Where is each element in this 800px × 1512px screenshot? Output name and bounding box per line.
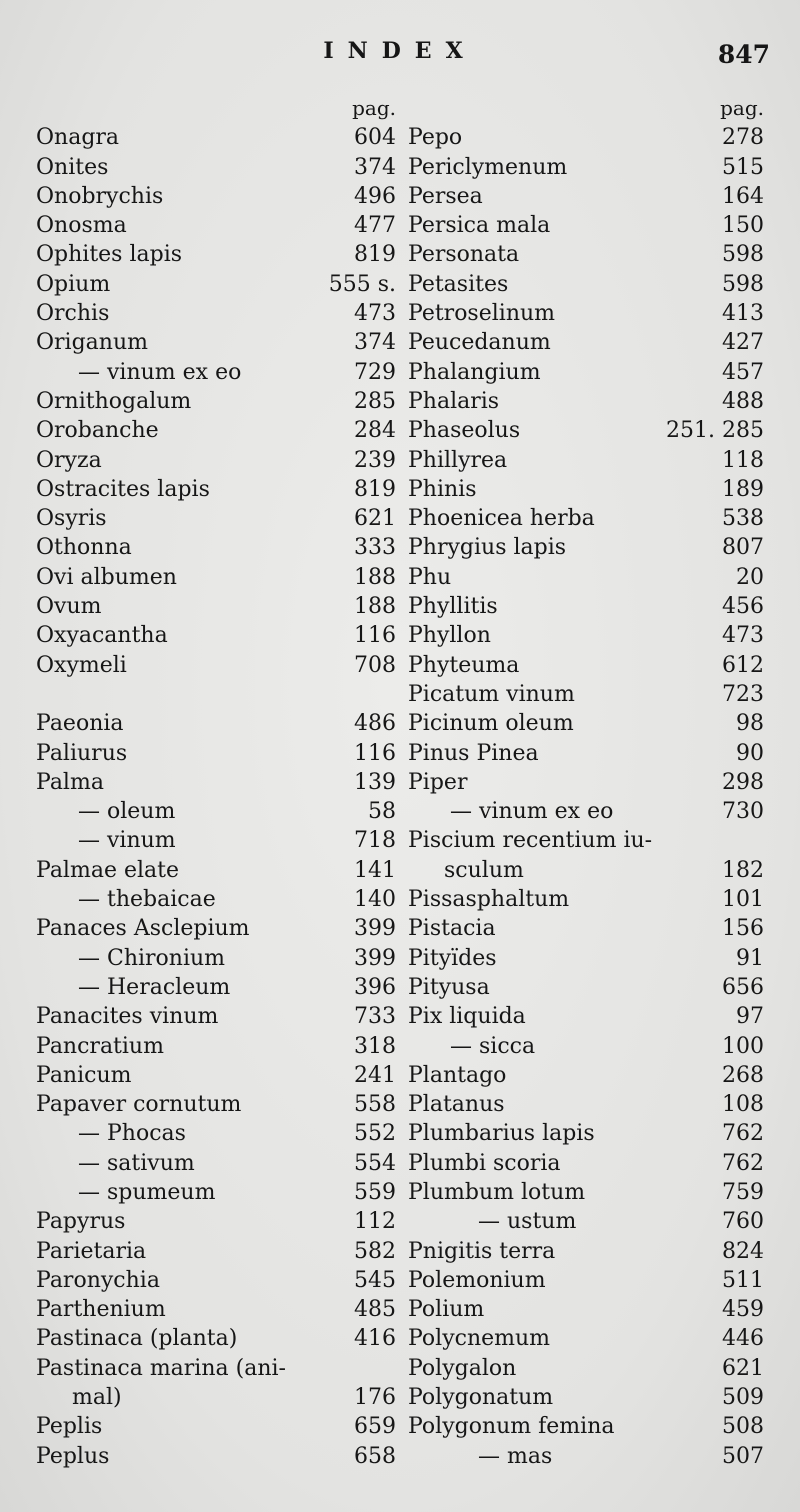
entry-page: 156 (722, 916, 764, 942)
entry-page: 285 (354, 388, 396, 414)
entry-page: 723 (722, 681, 764, 707)
entry-page: 97 (736, 1004, 764, 1030)
entry-page: 188 (354, 564, 396, 590)
entry-page: 496 (354, 183, 396, 209)
index-entry (36, 387, 396, 416)
index-entry (408, 709, 764, 738)
index-entry (36, 1354, 396, 1383)
entry-term: Personata (408, 242, 520, 268)
entry-term: Onites (36, 154, 109, 180)
index-entry (408, 446, 764, 475)
entry-page: 824 (722, 1238, 764, 1264)
entry-term: Pnigitis terra (408, 1238, 556, 1264)
index-entry (408, 533, 764, 562)
entry-term: — oleum (78, 799, 176, 825)
entry-page: 604 (354, 125, 396, 151)
entry-term: — ustum (478, 1209, 577, 1235)
entry-page: 459 (722, 1297, 764, 1323)
entry-page: 374 (354, 154, 396, 180)
entry-page: 268 (722, 1062, 764, 1088)
entry-page: 176 (354, 1385, 396, 1411)
entry-term: Pistacia (408, 916, 496, 942)
entry-term: Phinis (408, 476, 477, 502)
entry-term: Plumbum lotum (408, 1179, 586, 1205)
entry-term: Onagra (36, 125, 120, 151)
index-entry (36, 182, 396, 211)
entry-term: Phalaris (408, 388, 500, 414)
index-entry (36, 1295, 396, 1324)
index-entry (36, 153, 396, 182)
index-entry (408, 358, 764, 387)
entry-page: 140 (354, 887, 396, 913)
entry-page: 164 (722, 183, 764, 209)
entry-term: Pastinaca marina (ani- (36, 1355, 286, 1381)
index-entry (408, 563, 764, 592)
index-entry (36, 739, 396, 768)
entry-page: 538 (722, 506, 764, 532)
entry-term: — spumeum (78, 1179, 216, 1205)
index-entry (36, 504, 396, 533)
entry-term: Oxyacantha (36, 623, 168, 649)
entry-term: mal) (72, 1385, 122, 1411)
entry-page: 762 (722, 1121, 764, 1147)
entry-term: — vinum ex eo (450, 799, 614, 825)
entry-term: Ornithogalum (36, 388, 192, 414)
entry-term: Phu (408, 564, 452, 590)
index-entry (408, 768, 764, 797)
index-entry (408, 739, 764, 768)
index-entry (36, 768, 396, 797)
entry-term: Polium (408, 1297, 485, 1323)
entry-page: 558 (354, 1092, 396, 1118)
index-entry (408, 211, 764, 240)
index-entry (408, 1295, 764, 1324)
index-entry (36, 621, 396, 650)
entry-page: pag. (352, 96, 396, 120)
index-entry (408, 1090, 764, 1119)
entry-term: Onosma (36, 213, 127, 239)
entry-term: Phalangium (408, 359, 541, 385)
index-entry (36, 1237, 396, 1266)
entry-page: 658 (354, 1443, 396, 1469)
entry-term: Pix liquida (408, 1004, 526, 1030)
entry-term: Paliurus (36, 740, 128, 766)
entry-page: 515 (722, 154, 764, 180)
entry-page: 416 (354, 1326, 396, 1352)
entry-term: Phyteuma (408, 652, 520, 678)
entry-page: 189 (722, 476, 764, 502)
entry-term: Polygonum femina (408, 1414, 615, 1440)
entry-page: 760 (722, 1209, 764, 1235)
index-entry (408, 826, 764, 855)
entry-page: 819 (354, 242, 396, 268)
index-entry (408, 680, 764, 709)
entry-page: 241 (354, 1062, 396, 1088)
index-entry (36, 563, 396, 592)
entry-term: Orobanche (36, 418, 159, 444)
entry-page: 612 (722, 652, 764, 678)
index-entry (36, 358, 396, 387)
entry-page: 807 (722, 535, 764, 561)
entry-page: 762 (722, 1150, 764, 1176)
entry-page: 511 (722, 1267, 764, 1293)
entry-term: Papyrus (36, 1209, 126, 1235)
index-entry (36, 1442, 396, 1471)
entry-page: 819 (354, 476, 396, 502)
index-entry (36, 123, 396, 152)
entry-term: Panicum (36, 1062, 132, 1088)
entry-term: Periclymenum (408, 154, 568, 180)
entry-term: Onobrychis (36, 183, 164, 209)
entry-term: — vinum (78, 828, 176, 854)
entry-page: 318 (354, 1033, 396, 1059)
index-entry (408, 1266, 764, 1295)
entry-term: Pepo (408, 125, 463, 151)
entry-term: Polygalon (408, 1355, 517, 1381)
index-entry (408, 973, 764, 1002)
index-entry (408, 914, 764, 943)
entry-page: 116 (354, 740, 396, 766)
entry-term: Parietaria (36, 1238, 147, 1264)
index-entry (408, 1442, 764, 1471)
index-entry (36, 533, 396, 562)
index-entry (36, 914, 396, 943)
entry-term: Piper (408, 769, 468, 795)
index-entry (36, 475, 396, 504)
entry-term: Plumbi scoria (408, 1150, 561, 1176)
entry-page: 582 (354, 1238, 396, 1264)
entry-page: 278 (722, 125, 764, 151)
entry-term: Opium (36, 271, 111, 297)
index-entry (36, 328, 396, 357)
entry-page: 399 (354, 916, 396, 942)
index-entry (36, 1266, 396, 1295)
entry-term: Polycnemum (408, 1326, 551, 1352)
entry-page: 545 (354, 1267, 396, 1293)
index-entry (36, 1207, 396, 1236)
index-entry (36, 1090, 396, 1119)
index-entry (408, 299, 764, 328)
index-entry (36, 416, 396, 445)
entry-term: Pinus Pinea (408, 740, 539, 766)
entry-term: Pastinaca (planta) (36, 1326, 238, 1352)
entry-term: Paronychia (36, 1267, 160, 1293)
entry-term: Picatum vinum (408, 681, 575, 707)
index-entry (36, 592, 396, 621)
entry-term: Pancratium (36, 1033, 164, 1059)
entry-page: 621 (354, 506, 396, 532)
index-entry (36, 1383, 396, 1412)
entry-term: Oryza (36, 447, 102, 473)
entry-page: 485 (354, 1297, 396, 1323)
entry-page: 598 (722, 242, 764, 268)
entry-term: Pityïdes (408, 945, 497, 971)
entry-page: 182 (722, 857, 764, 883)
index-entry (408, 1207, 764, 1236)
index-entry (36, 651, 396, 680)
entry-term: Panacites vinum (36, 1004, 219, 1030)
entry-page: 554 (354, 1150, 396, 1176)
index-entry (36, 1324, 396, 1353)
entry-term: Osyris (36, 506, 107, 532)
entry-term: Ovum (36, 594, 102, 620)
entry-term: Papaver cornutum (36, 1092, 242, 1118)
entry-term: — Phocas (78, 1121, 186, 1147)
entry-page: 101 (722, 887, 764, 913)
entry-page: 298 (722, 769, 764, 795)
index-entry (408, 651, 764, 680)
index-entry (36, 270, 396, 299)
entry-term: Palma (36, 769, 104, 795)
index-entry (36, 1002, 396, 1031)
index-entry (408, 1061, 764, 1090)
entry-page: 118 (722, 447, 764, 473)
index-entry (408, 885, 764, 914)
index-entry (408, 1237, 764, 1266)
index-entry (408, 182, 764, 211)
entry-page: 58 (368, 799, 396, 825)
entry-term: Plantago (408, 1062, 507, 1088)
index-entry (408, 1119, 764, 1148)
index-entry (408, 592, 764, 621)
entry-term: Origanum (36, 330, 148, 356)
entry-page: 759 (722, 1179, 764, 1205)
entry-term: Othonna (36, 535, 132, 561)
entry-page: 598 (722, 271, 764, 297)
entry-page: 473 (354, 301, 396, 327)
entry-page: 473 (722, 623, 764, 649)
entry-term: — Chironium (78, 945, 226, 971)
entry-page: 486 (354, 711, 396, 737)
entry-term: Persica mala (408, 213, 551, 239)
entry-page: 733 (354, 1004, 396, 1030)
entry-term: Ovi albumen (36, 564, 177, 590)
entry-page: 621 (722, 1355, 764, 1381)
entry-term: Platanus (408, 1092, 505, 1118)
index-entry (408, 123, 764, 152)
entry-term: Phillyrea (408, 447, 508, 473)
entry-term: Panaces Asclepium (36, 916, 250, 942)
entry-term: Phrygius lapis (408, 535, 567, 561)
index-entry (408, 1178, 764, 1207)
entry-page: 427 (722, 330, 764, 356)
entry-page: 98 (736, 711, 764, 737)
index-entry (408, 240, 764, 269)
entry-page: 139 (354, 769, 396, 795)
entry-page: 559 (354, 1179, 396, 1205)
index-entry (36, 211, 396, 240)
index-entry (408, 856, 764, 885)
entry-page: 239 (354, 447, 396, 473)
index-entry (36, 240, 396, 269)
entry-term: Persea (408, 183, 483, 209)
index-entry (36, 856, 396, 885)
entry-page: 20 (736, 564, 764, 590)
entry-term: Orchis (36, 301, 110, 327)
entry-page: 333 (354, 535, 396, 561)
entry-page: 399 (354, 945, 396, 971)
entry-page: 718 (354, 828, 396, 854)
entry-term: Peucedanum (408, 330, 551, 356)
index-entry (408, 1149, 764, 1178)
entry-page: 457 (722, 359, 764, 385)
entry-page: 413 (722, 301, 764, 327)
entry-page: 555 s. (328, 271, 396, 297)
index-entry (408, 94, 764, 123)
index-entry (408, 416, 764, 445)
index-entry (408, 153, 764, 182)
entry-term: Petasites (408, 271, 509, 297)
entry-page: 90 (736, 740, 764, 766)
entry-page: 108 (722, 1092, 764, 1118)
index-entry (408, 504, 764, 533)
entry-term: Pissasphaltum (408, 887, 570, 913)
entry-term: Piscium recentium iu- (408, 828, 653, 854)
entry-page: 374 (354, 330, 396, 356)
page-number: 847 (717, 40, 770, 69)
entry-term: — mas (478, 1443, 553, 1469)
entry-page: 659 (354, 1414, 396, 1440)
index-entry (36, 1149, 396, 1178)
index-entry (408, 944, 764, 973)
index-entry (36, 797, 396, 826)
index-entry (408, 1412, 764, 1441)
entry-page: 150 (722, 213, 764, 239)
index-entry (408, 328, 764, 357)
entry-term: Pityusa (408, 974, 490, 1000)
entry-term: sculum (444, 857, 524, 883)
index-entry (408, 1383, 764, 1412)
entry-term: Polygonatum (408, 1385, 554, 1411)
entry-term: Palmae elate (36, 857, 179, 883)
entry-page: 91 (736, 945, 764, 971)
index-entry (36, 944, 396, 973)
entry-page: 507 (722, 1443, 764, 1469)
index-entry (36, 446, 396, 475)
entry-term: Peplus (36, 1443, 110, 1469)
entry-page: 116 (354, 623, 396, 649)
entry-page: 552 (354, 1121, 396, 1147)
entry-term: — sicca (450, 1033, 536, 1059)
entry-page: 100 (722, 1033, 764, 1059)
index-entry (408, 387, 764, 416)
index-entry (36, 1412, 396, 1441)
index-entry (408, 621, 764, 650)
index-entry (36, 826, 396, 855)
index-entry (408, 797, 764, 826)
index-entry (36, 1061, 396, 1090)
entry-term: — vinum ex eo (78, 359, 242, 385)
entry-page: 251. 285 (666, 418, 764, 444)
entry-term: Peplis (36, 1414, 103, 1440)
entry-term: Paeonia (36, 711, 124, 737)
entry-page: 396 (354, 974, 396, 1000)
entry-page: 112 (354, 1209, 396, 1235)
entry-page: 456 (722, 594, 764, 620)
entry-page: 509 (722, 1385, 764, 1411)
entry-page: 708 (354, 652, 396, 678)
entry-page: 141 (354, 857, 396, 883)
page-title: INDEX (323, 38, 477, 64)
entry-page: 284 (354, 418, 396, 444)
index-entry (36, 973, 396, 1002)
index-entry (36, 709, 396, 738)
entry-page: 656 (722, 974, 764, 1000)
index-column-left (36, 94, 396, 1471)
index-entry (408, 475, 764, 504)
index-entry (36, 680, 396, 709)
index-entry (36, 1032, 396, 1061)
entry-page: 477 (354, 213, 396, 239)
entry-term: Ostracites lapis (36, 476, 210, 502)
index-entry (408, 1032, 764, 1061)
entry-term: Plumbarius lapis (408, 1121, 595, 1147)
index-entry (36, 94, 396, 123)
entry-term: Oxymeli (36, 652, 127, 678)
entry-term: Polemonium (408, 1267, 546, 1293)
entry-term: — thebaicae (78, 887, 216, 913)
entry-term: Picinum oleum (408, 711, 574, 737)
entry-page: 730 (722, 799, 764, 825)
index-entry (408, 270, 764, 299)
entry-term: — sativum (78, 1150, 195, 1176)
entry-page: 729 (354, 359, 396, 385)
entry-page: 446 (722, 1326, 764, 1352)
index-entry (408, 1324, 764, 1353)
entry-page: 488 (722, 388, 764, 414)
index-entry (36, 299, 396, 328)
index-entry (36, 1178, 396, 1207)
entry-term: Phyllon (408, 623, 491, 649)
entry-term: Petroselinum (408, 301, 556, 327)
index-entry (408, 1002, 764, 1031)
entry-term: Phyllitis (408, 594, 498, 620)
index-entry (36, 885, 396, 914)
entry-page: 188 (354, 594, 396, 620)
index-entry (36, 1119, 396, 1148)
entry-term: — Heracleum (78, 974, 231, 1000)
entry-term: Phoenicea herba (408, 506, 595, 532)
index-entry (408, 1354, 764, 1383)
entry-term: Phaseolus (408, 418, 521, 444)
index-column-right (408, 94, 764, 1471)
entry-page: 508 (722, 1414, 764, 1440)
entry-term: Ophites lapis (36, 242, 183, 268)
entry-page: pag. (720, 96, 764, 120)
entry-term: Parthenium (36, 1297, 166, 1323)
